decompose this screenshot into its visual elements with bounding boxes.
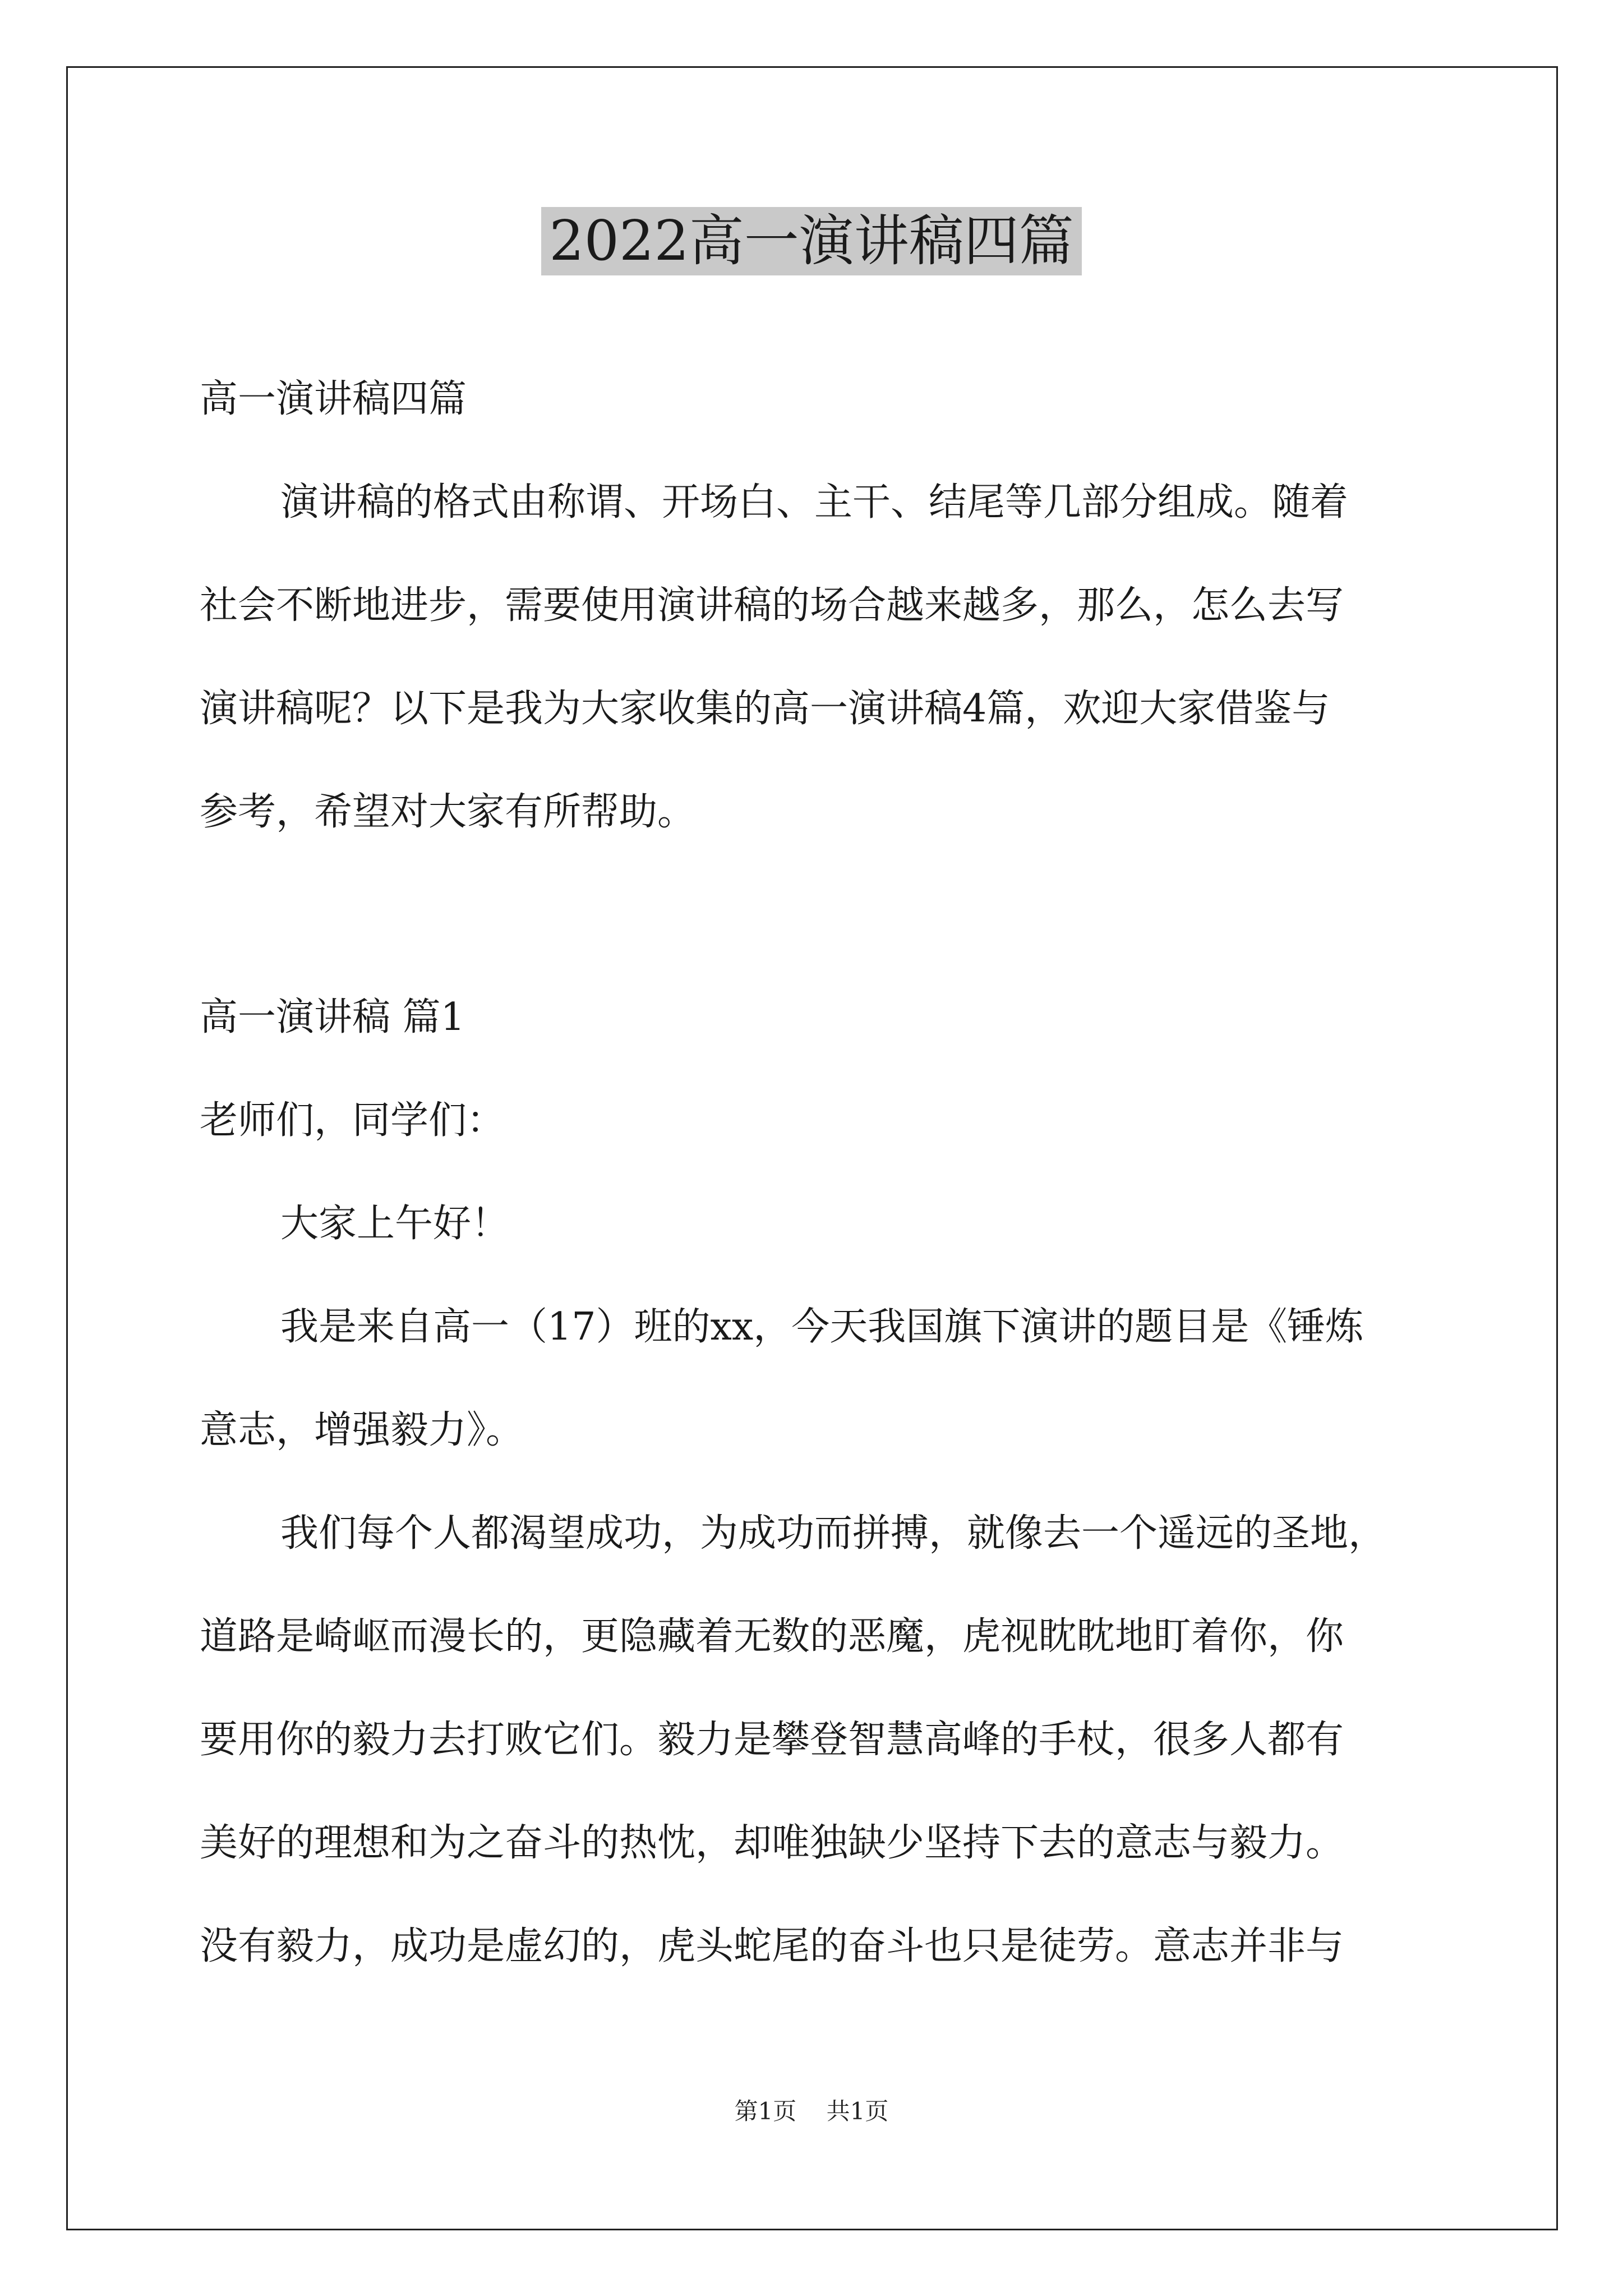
greeting: 大家上午好！ — [280, 1202, 510, 1246]
page-footer — [0, 2095, 1623, 2128]
salutation: 老师们，同学们： — [200, 1098, 505, 1143]
paragraph-line: 要用你的毅力去打败它们。毅力是攀登智慧高峰的手杖，很多人都有 — [200, 1718, 1344, 1762]
intro-paragraph — [200, 451, 1439, 864]
document-title — [0, 202, 1623, 280]
section-heading: 高一演讲稿 篇1 — [200, 995, 465, 1039]
document-subtitle-block — [200, 348, 1439, 451]
document-title-text: 2022高一演讲稿四篇 — [541, 207, 1081, 275]
paragraph-line: 美好的理想和为之奋斗的热忱，却唯独缺少坚持下去的意志与毅力。 — [200, 1821, 1344, 1865]
document-subtitle: 高一演讲稿四篇 — [200, 377, 467, 421]
intro-line: 参考，希望对大家有所帮助。 — [200, 790, 696, 834]
paragraph-line: 意志，增强毅力》。 — [200, 1408, 524, 1452]
paragraph-line: 道路是崎岖而漫长的，更隐藏着无数的恶魔，虎视眈眈地盯着你，你 — [200, 1614, 1344, 1659]
intro-line: 演讲稿的格式由称谓、开场白、主干、结尾等几部分组成。随着 — [280, 480, 1349, 524]
section-1 — [200, 966, 1439, 1998]
intro-line: 演讲稿呢？以下是我为大家收集的高一演讲稿4篇，欢迎大家借鉴与 — [200, 687, 1330, 731]
intro-line: 社会不断地进步，需要使用演讲稿的场合越来越多，那么，怎么去写 — [200, 583, 1344, 628]
paragraph-line: 我们每个人都渴望成功，为成功而拼搏，就像去一个遥远的圣地， — [280, 1511, 1387, 1556]
paragraph-line: 我是来自高一（17）班的xx，今天我国旗下演讲的题目是《锤炼 — [280, 1305, 1364, 1349]
page-total: 共1页 — [826, 2097, 889, 2125]
page-number: 第1页 — [734, 2097, 797, 2125]
paragraph-line: 没有毅力，成功是虚幻的，虎头蛇尾的奋斗也只是徒劳。意志并非与 — [200, 1924, 1344, 1968]
